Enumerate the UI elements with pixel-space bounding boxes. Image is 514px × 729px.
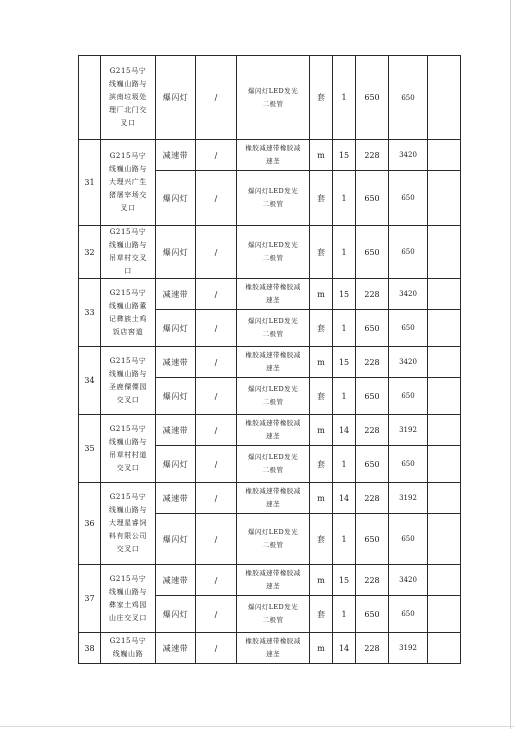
item-name-cell: 爆闪灯 [156, 171, 196, 226]
spec-cell [237, 310, 310, 347]
row-number-cell: 38 [79, 633, 101, 664]
table-row [79, 565, 461, 596]
spec-cell [237, 279, 310, 310]
brand-cell: / [196, 446, 237, 483]
unit-price-cell: 650 [356, 596, 389, 633]
quantity-cell: 1 [333, 56, 356, 140]
location-cell [101, 565, 156, 633]
table-row [79, 633, 461, 664]
brand-cell: / [196, 279, 237, 310]
brand-cell: / [196, 483, 237, 514]
unit-cell: m [310, 633, 333, 664]
note-cell [428, 415, 461, 446]
total-cell: 3420 [389, 140, 428, 171]
item-name-cell: 减速带 [156, 347, 196, 378]
spec-cell [237, 565, 310, 596]
note-cell [428, 171, 461, 226]
spec-text: 橡胶减速带橡胶减速垄 [245, 637, 301, 658]
total-cell: 3192 [389, 633, 428, 664]
unit-price-cell: 228 [356, 565, 389, 596]
unit-price-cell: 650 [356, 56, 389, 140]
note-cell [428, 56, 461, 140]
quantity-cell: 1 [333, 514, 356, 565]
location-cell [101, 415, 156, 483]
row-number-cell: 34 [79, 347, 101, 415]
location-cell [101, 140, 156, 226]
brand-cell: / [196, 633, 237, 664]
location-text: G215马宁线巍山路与彝家土鸡园山庄交叉口 [109, 574, 147, 622]
unit-cell: 套 [310, 56, 333, 140]
unit-price-cell: 228 [356, 140, 389, 171]
brand-cell: / [196, 565, 237, 596]
note-cell [428, 565, 461, 596]
location-text: G215马宁线巍山路与吊草村村道交叉口 [109, 424, 147, 472]
total-cell: 650 [389, 514, 428, 565]
item-name-cell: 爆闪灯 [156, 56, 196, 140]
item-name-cell: 爆闪灯 [156, 310, 196, 347]
spec-text: 爆闪灯LED发光二极管 [248, 528, 298, 549]
unit-price-cell: 650 [356, 310, 389, 347]
location-cell [101, 56, 156, 140]
spec-text: 橡胶减速带橡胶减速垄 [245, 419, 301, 440]
page-edge [0, 726, 514, 727]
spec-text: 橡胶减速带橡胶减速垄 [245, 144, 301, 165]
unit-cell: m [310, 483, 333, 514]
brand-cell: / [196, 596, 237, 633]
total-cell: 3420 [389, 279, 428, 310]
unit-price-cell: 650 [356, 514, 389, 565]
quantity-cell: 14 [333, 415, 356, 446]
unit-cell: 套 [310, 446, 333, 483]
total-cell: 650 [389, 378, 428, 415]
quantity-cell: 1 [333, 171, 356, 226]
row-number-cell: 37 [79, 565, 101, 633]
unit-price-cell: 228 [356, 633, 389, 664]
page-edge [510, 0, 511, 729]
spec-cell [237, 514, 310, 565]
location-text: G215马宁线巍山路与吊草村交叉口 [109, 228, 147, 275]
note-cell [428, 347, 461, 378]
total-cell: 3420 [389, 347, 428, 378]
total-cell: 650 [389, 310, 428, 347]
location-text: G215马宁线巍山路 [109, 637, 147, 658]
table-row [79, 483, 461, 514]
note-cell [428, 140, 461, 171]
spec-cell [237, 446, 310, 483]
total-cell: 3192 [389, 415, 428, 446]
row-number-cell: 32 [79, 226, 101, 279]
spec-cell [237, 633, 310, 664]
spec-text: 爆闪灯LED发光二极管 [248, 241, 298, 262]
table-row [79, 56, 461, 140]
spec-cell [237, 171, 310, 226]
item-name-cell: 爆闪灯 [156, 446, 196, 483]
quantity-cell: 1 [333, 310, 356, 347]
unit-price-cell: 650 [356, 446, 389, 483]
unit-cell: 套 [310, 171, 333, 226]
total-cell: 650 [389, 171, 428, 226]
note-cell [428, 446, 461, 483]
item-name-cell: 减速带 [156, 565, 196, 596]
unit-price-cell: 228 [356, 415, 389, 446]
note-cell [428, 596, 461, 633]
total-cell: 650 [389, 56, 428, 140]
cost-table [78, 55, 461, 664]
brand-cell: / [196, 140, 237, 171]
item-name-cell: 减速带 [156, 279, 196, 310]
unit-cell: 套 [310, 514, 333, 565]
total-cell: 650 [389, 226, 428, 279]
location-cell [101, 633, 156, 664]
brand-cell: / [196, 226, 237, 279]
note-cell [428, 514, 461, 565]
spec-text: 爆闪灯LED发光二极管 [248, 187, 298, 208]
unit-price-cell: 650 [356, 226, 389, 279]
quantity-cell: 15 [333, 565, 356, 596]
item-name-cell: 爆闪灯 [156, 378, 196, 415]
unit-cell: 套 [310, 310, 333, 347]
location-cell [101, 483, 156, 565]
unit-cell: m [310, 565, 333, 596]
table-body [79, 56, 461, 664]
location-cell [101, 226, 156, 279]
note-cell [428, 633, 461, 664]
spec-cell [237, 415, 310, 446]
spec-cell [237, 483, 310, 514]
row-number-cell: 33 [79, 279, 101, 347]
unit-price-cell: 228 [356, 279, 389, 310]
note-cell [428, 279, 461, 310]
item-name-cell: 减速带 [156, 140, 196, 171]
table-row [79, 415, 461, 446]
row-number-cell: 35 [79, 415, 101, 483]
quantity-cell: 14 [333, 483, 356, 514]
unit-cell: 套 [310, 378, 333, 415]
spec-cell [237, 56, 310, 140]
quantity-cell: 1 [333, 378, 356, 415]
unit-price-cell: 228 [356, 347, 389, 378]
unit-cell: 套 [310, 226, 333, 279]
spec-cell [237, 596, 310, 633]
total-cell: 3420 [389, 565, 428, 596]
row-number-cell: 31 [79, 140, 101, 226]
unit-price-cell: 650 [356, 378, 389, 415]
total-cell: 650 [389, 596, 428, 633]
spec-text: 橡胶减速带橡胶减速垄 [245, 569, 301, 590]
spec-text: 橡胶减速带橡胶减速垄 [245, 283, 301, 304]
item-name-cell: 减速带 [156, 415, 196, 446]
brand-cell: / [196, 378, 237, 415]
spec-cell [237, 378, 310, 415]
table-row [79, 140, 461, 171]
quantity-cell: 1 [333, 596, 356, 633]
unit-cell: m [310, 347, 333, 378]
note-cell [428, 226, 461, 279]
unit-cell: 套 [310, 596, 333, 633]
row-number-cell [79, 56, 101, 140]
spec-text: 爆闪灯LED发光二极管 [248, 603, 298, 624]
table-row [79, 226, 461, 279]
item-name-cell: 爆闪灯 [156, 596, 196, 633]
item-name-cell: 爆闪灯 [156, 514, 196, 565]
note-cell [428, 310, 461, 347]
note-cell [428, 378, 461, 415]
spec-text: 橡胶减速带橡胶减速垄 [245, 351, 301, 372]
spec-text: 爆闪灯LED发光二极管 [248, 317, 298, 338]
table-row [79, 279, 461, 310]
total-cell: 3192 [389, 483, 428, 514]
quantity-cell: 15 [333, 279, 356, 310]
note-cell [428, 483, 461, 514]
unit-price-cell: 228 [356, 483, 389, 514]
unit-cell: m [310, 279, 333, 310]
quantity-cell: 1 [333, 226, 356, 279]
brand-cell: / [196, 171, 237, 226]
location-text: G215马宁线巍山路董记彝族土鸡饭店窖道 [109, 288, 147, 336]
table-row [79, 347, 461, 378]
quantity-cell: 15 [333, 347, 356, 378]
unit-cell: m [310, 140, 333, 171]
location-text: G215马宁线巍山路与大理兴广生猪屠宰场交叉口 [109, 152, 147, 212]
unit-cell: m [310, 415, 333, 446]
spec-text: 爆闪灯LED发光二极管 [248, 453, 298, 474]
location-text: G215马宁线巍山路与大理星睿饲料有限公司交叉口 [109, 493, 147, 553]
quantity-cell: 1 [333, 446, 356, 483]
brand-cell: / [196, 347, 237, 378]
item-name-cell: 减速带 [156, 633, 196, 664]
brand-cell: / [196, 415, 237, 446]
spec-text: 爆闪灯LED发光二极管 [248, 86, 298, 108]
quantity-cell: 14 [333, 633, 356, 664]
location-text: G215马宁线巍山路与滨南垃圾处理厂北门交叉口 [109, 67, 147, 127]
spec-cell [237, 347, 310, 378]
item-name-cell: 爆闪灯 [156, 226, 196, 279]
brand-cell: / [196, 56, 237, 140]
brand-cell: / [196, 310, 237, 347]
location-cell [101, 279, 156, 347]
location-text: G215马宁线巍山路与圣鹿傈僳园交叉口 [109, 356, 147, 404]
spec-text: 橡胶减速带橡胶减速垄 [245, 487, 301, 508]
spec-cell [237, 140, 310, 171]
quantity-cell: 15 [333, 140, 356, 171]
unit-price-cell: 650 [356, 171, 389, 226]
total-cell: 650 [389, 446, 428, 483]
location-cell [101, 347, 156, 415]
row-number-cell: 36 [79, 483, 101, 565]
spec-text: 爆闪灯LED发光二极管 [248, 385, 298, 406]
spec-cell [237, 226, 310, 279]
item-name-cell: 减速带 [156, 483, 196, 514]
brand-cell: / [196, 514, 237, 565]
